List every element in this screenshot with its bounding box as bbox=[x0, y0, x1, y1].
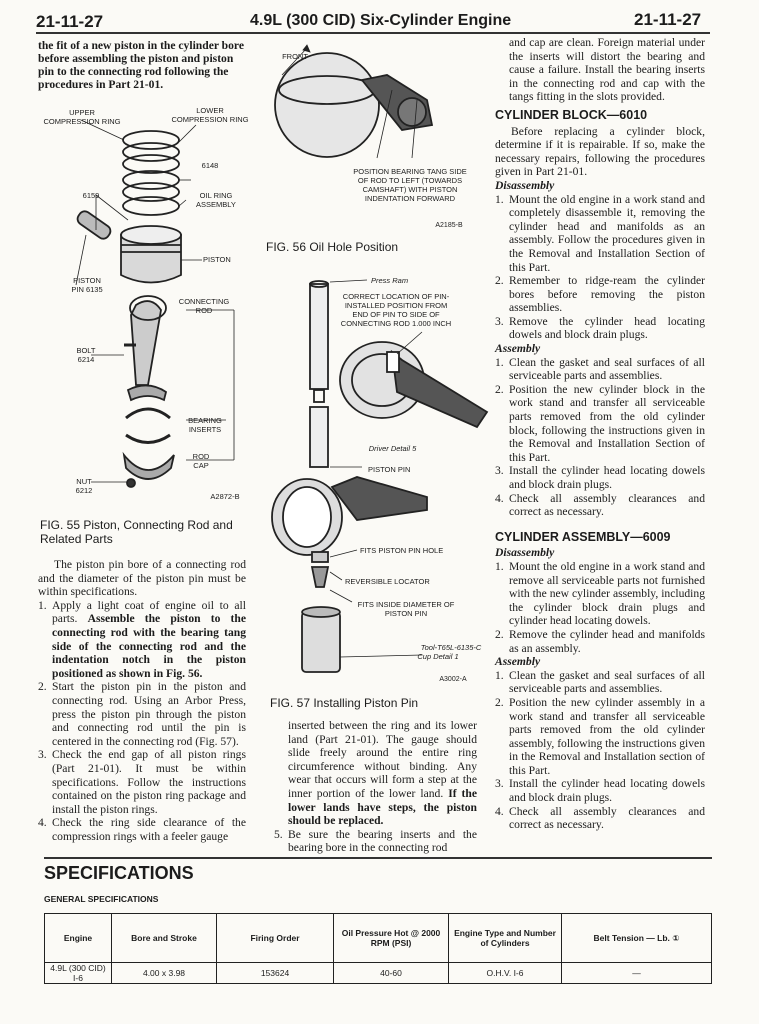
col-oil-pressure: Oil Pressure Hot @ 2000 RPM (PSI) bbox=[334, 914, 449, 963]
cell-oil-pressure: 40-60 bbox=[334, 963, 449, 984]
label-front: FRONT bbox=[282, 52, 308, 61]
block-dis-item: 2. Remember to ridge-ream the cylinder bores before removing the piston assemblies. bbox=[495, 274, 705, 315]
middle-item-5: 5. Be sure the bearing inserts and the bearing bore in the connecting rod bbox=[274, 827, 477, 855]
label-tool: Tool-T65L-6135-C bbox=[420, 643, 482, 652]
label-6148: 6148 bbox=[201, 161, 219, 170]
cell-firing-order: 153624 bbox=[217, 963, 334, 984]
fig57-caption: FIG. 57 Installing Piston Pin bbox=[270, 696, 419, 710]
label-press-ram: Press Ram bbox=[371, 276, 409, 285]
col-firing-order: Firing Order bbox=[217, 914, 334, 963]
cyl-asm-item: 1. Clean the gasket and seal surfaces of all serviceable parts and assemblies. bbox=[495, 668, 705, 696]
middle-column bbox=[274, 719, 477, 855]
col-bore-stroke: Bore and Stroke bbox=[112, 914, 217, 963]
cell-engine: 4.9L (300 CID) I-6 bbox=[45, 963, 112, 984]
cylinder-assembly-heading: CYLINDER ASSEMBLY—6009 bbox=[495, 529, 671, 544]
general-specifications-subtitle: GENERAL SPECIFICATIONS bbox=[44, 894, 159, 904]
intro-text: the fit of a new piston in the cylinder bore before assembling the piston and piston pin to the connecting rod following the procedures in Part 21-01. bbox=[38, 39, 245, 91]
block-dis-item: 1. Mount the old engine in a work stand and completely disassemble it, removing the cylinder head and manifolds as an assembly. Follow the procedures given in the Removal and Installation Section of this Part. bbox=[495, 192, 705, 274]
block-dis-item: 3. Remove the cylinder head locating dowels and block drain plugs. bbox=[495, 314, 705, 342]
cell-engine-type: O.H.V. I-6 bbox=[449, 963, 562, 984]
page-title: 4.9L (300 CID) Six-Cylinder Engine bbox=[250, 12, 512, 29]
cell-bore-stroke: 4.00 x 3.98 bbox=[112, 963, 217, 984]
label-lower-ring: LOWER COMPRESSION RING bbox=[171, 106, 249, 124]
fig57-code: A3002-A bbox=[439, 676, 467, 683]
label-correct-location: CORRECT LOCATION OF PIN-INSTALLED POSITION FROM END OF PIN TO SIDE OF CONNECTING ROD 1.000 INCH bbox=[340, 292, 452, 328]
left-item-3: 3. Check the end gap of all piston rings (Part 21-01). It must be within specifications. Follow the instructions contained on the piston ring package and install the piston rings. bbox=[38, 748, 246, 816]
table-row bbox=[45, 963, 712, 984]
label-oil-ring: OIL RING ASSEMBLY bbox=[196, 191, 236, 209]
col-belt-tension: Belt Tension — Lb. ① bbox=[562, 914, 712, 963]
label-bearing-inserts: BEARING INSERTS bbox=[188, 416, 222, 434]
cyl-asm-item: 4. Check all assembly clearances and correct as necessary. bbox=[495, 804, 705, 832]
fig56-caption: FIG. 56 Oil Hole Position bbox=[266, 240, 399, 254]
label-fits-hole: FITS PISTON PIN HOLE bbox=[360, 546, 444, 555]
right-continuation: and cap are clean. Foreign material under the inserts will distort the bearing and cause a failure. Install the bearing inserts in the connecting rod and cap with the tangs fitting in the slots provided. bbox=[509, 36, 705, 104]
label-upper-ring: UPPER COMPRESSION RING bbox=[43, 108, 121, 126]
fig56-code: A2185-B bbox=[435, 222, 463, 229]
left-item-4: 4. Check the ring side clearance of the compression rings with a feeler gauge bbox=[38, 816, 246, 843]
block-disassembly-heading: Disassembly bbox=[495, 178, 555, 192]
left-item-1: 1. Apply a light coat of engine oil to all parts. Assemble the piston to the connecting rod with the bearing tang side of the connecting rod and the indentation notch in the piston positioned as shown in Fig. 56. bbox=[38, 598, 246, 680]
block-assembly-heading: Assembly bbox=[495, 342, 541, 356]
block-asm-item: 4. Check all assembly clearances and correct as necessary. bbox=[495, 491, 705, 519]
cyl-assembly-heading: Assembly bbox=[495, 655, 541, 669]
label-cup: Cup Detail 1 bbox=[417, 652, 459, 661]
label-fits-inside: FITS INSIDE DIAMETER OF PISTON PIN bbox=[357, 600, 455, 618]
middle-continuation: inserted between the ring and its lower land (Part 21-01). The gauge should slide freely around the entire ring circumference without binding. Any wear that occurs will form a step at the inner portion of the lower land. If the lower lands have steps, the piston should be replaced. bbox=[288, 719, 477, 828]
cylinder-block-heading: CYLINDER BLOCK—6010 bbox=[495, 107, 648, 122]
cyl-disassembly-heading: Disassembly bbox=[495, 546, 555, 560]
fig55-caption: FIG. 55 Piston, Connecting Rod and Related Parts bbox=[40, 518, 233, 546]
label-rod-cap: ROD CAP bbox=[192, 452, 210, 470]
cyl-dis-item: 1. Mount the old engine in a work stand and remove all serviceable parts not furnished with the new cylinder assembly, including the cylinder block drain plugs and cylinder head locating dowels. bbox=[495, 559, 705, 628]
left-item-2: 2. Start the piston pin in the piston and connecting rod. Using an Arbor Press, press the piston pin through the piston and connecting rod until the pin is centered in the connecting rod (Fig. 57). bbox=[38, 680, 246, 748]
fig55-code: A2872-B bbox=[210, 492, 240, 501]
right-column bbox=[495, 36, 705, 832]
cyl-asm-item: 2. Position the new cylinder assembly in a work stand and transfer all serviceable parts removed from the old cylinder assembly, following the instructions given in the Removal and Installation section of this Part. bbox=[495, 695, 705, 777]
header-rule bbox=[36, 32, 710, 34]
cylinder-block-para: Before replacing a cylinder block, determine if it is repairable. If so, make the necessary repairs, following the procedures given in Part 21-01. bbox=[495, 124, 705, 179]
cell-belt-tension: — bbox=[562, 963, 712, 984]
label-piston: PISTON bbox=[203, 255, 231, 264]
page-number-right: 21-11-27 bbox=[634, 10, 702, 29]
label-nut: NUT 6212 bbox=[75, 477, 93, 495]
table-header-row bbox=[45, 914, 712, 963]
block-asm-item: 2. Position the new cylinder block in the work stand and transfer all serviceable parts removed from the old cylinder block, following the instructions given in the Removal and Installation Section of this Part. bbox=[495, 382, 705, 464]
page-number-left: 21-11-27 bbox=[36, 12, 104, 31]
cyl-dis-item: 2. Remove the cylinder head and manifolds as an assembly. bbox=[495, 627, 705, 655]
label-driver: Driver Detail 5 bbox=[368, 444, 417, 453]
label-piston-pin-57: PISTON PIN bbox=[368, 465, 411, 474]
left-column bbox=[38, 558, 246, 843]
cyl-asm-item: 3. Install the cylinder head locating dowels and block drain plugs. bbox=[495, 777, 705, 805]
block-asm-item: 1. Clean the gasket and seal surfaces of all serviceable parts and assemblies. bbox=[495, 355, 705, 383]
label-reversible-locator: REVERSIBLE LOCATOR bbox=[345, 577, 430, 586]
label-6159: 6159 bbox=[82, 191, 100, 200]
block-asm-item: 3. Install the cylinder head locating dowels and block drain plugs. bbox=[495, 464, 705, 491]
specifications-title: SPECIFICATIONS bbox=[44, 863, 194, 883]
left-paragraph: The piston pin bore of a connecting rod and the diameter of the piston pin must be within specifications. bbox=[38, 558, 246, 599]
col-engine: Engine bbox=[45, 914, 112, 963]
label-bolt: BOLT 6214 bbox=[76, 346, 96, 364]
specs-rule bbox=[44, 857, 712, 859]
fig56-note: POSITION BEARING TANG SIDE OF ROD TO LEFT (TOWARDS CAMSHAFT) WITH PISTON INDENTATION FORWARD bbox=[353, 167, 467, 203]
label-piston-pin: PISTON PIN 6135 bbox=[71, 276, 103, 294]
general-specifications-table bbox=[44, 913, 712, 984]
label-connecting-rod: CONNECTING ROD bbox=[178, 297, 230, 315]
col-engine-type: Engine Type and Number of Cylinders bbox=[449, 914, 562, 963]
